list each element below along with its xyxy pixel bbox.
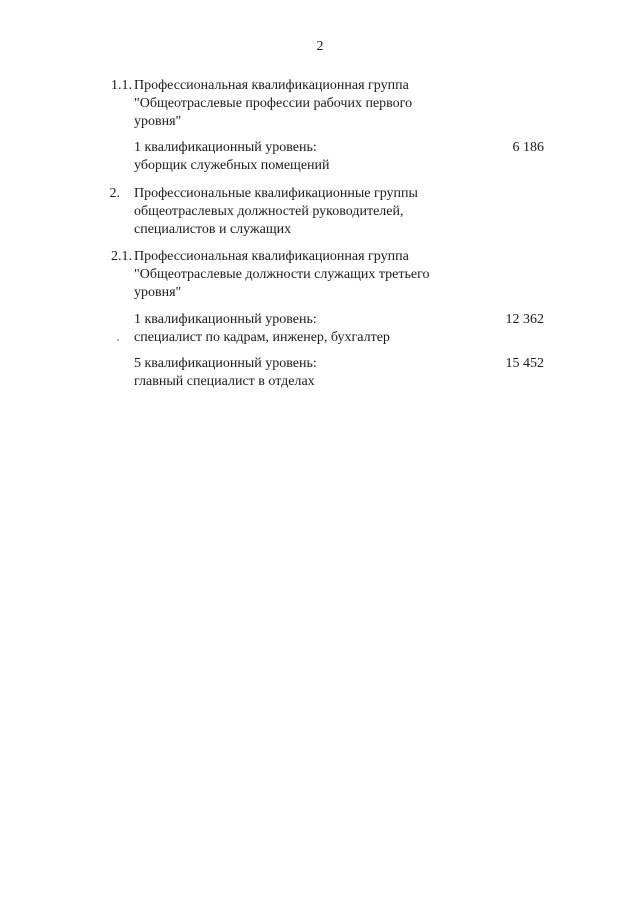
qualification-level-positions: уборщик служебных помещений (134, 158, 330, 173)
section-title-line: специалистов и служащих (134, 222, 292, 237)
section-title (134, 185, 474, 239)
scan-speck (117, 339, 119, 341)
section-number: 2. (109, 186, 120, 201)
qualification-level-description (134, 355, 464, 391)
qualification-level-title: 5 квалификационный уровень: (134, 356, 317, 371)
section-title-line: "Общеотраслевые профессии рабочих первого (134, 96, 413, 111)
salary-amount: 6 186 (512, 140, 544, 155)
qualification-level-positions: специалист по кадрам, инженер, бухгалтер (134, 330, 390, 345)
section-title (134, 248, 474, 302)
salary-amount: 15 452 (505, 356, 544, 371)
section-title-line: Профессиональная квалификационная группа (134, 249, 409, 264)
qualification-level-description (134, 139, 464, 175)
section-title-line: Профессиональные квалификационные группы (134, 186, 418, 201)
salary-amount: 12 362 (505, 312, 544, 327)
section-title-line: уровня" (134, 285, 182, 300)
section-title-line: Профессиональная квалификационная группа (134, 78, 409, 93)
section-number: 1.1. (111, 78, 132, 93)
section-title-line: общеотраслевых должностей руководителей, (134, 204, 404, 219)
section-title-line: уровня" (134, 114, 182, 129)
section-title-line: "Общеотраслевые должности служащих третьего (134, 267, 430, 282)
qualification-level-title: 1 квалификационный уровень: (134, 312, 317, 327)
qualification-level-title: 1 квалификационный уровень: (134, 140, 317, 155)
section-title (134, 77, 474, 131)
page-number: 2 (316, 39, 324, 54)
qualification-level-positions: главный специалист в отделах (134, 374, 315, 389)
section-number: 2.1. (111, 249, 132, 264)
qualification-level-description (134, 311, 464, 347)
